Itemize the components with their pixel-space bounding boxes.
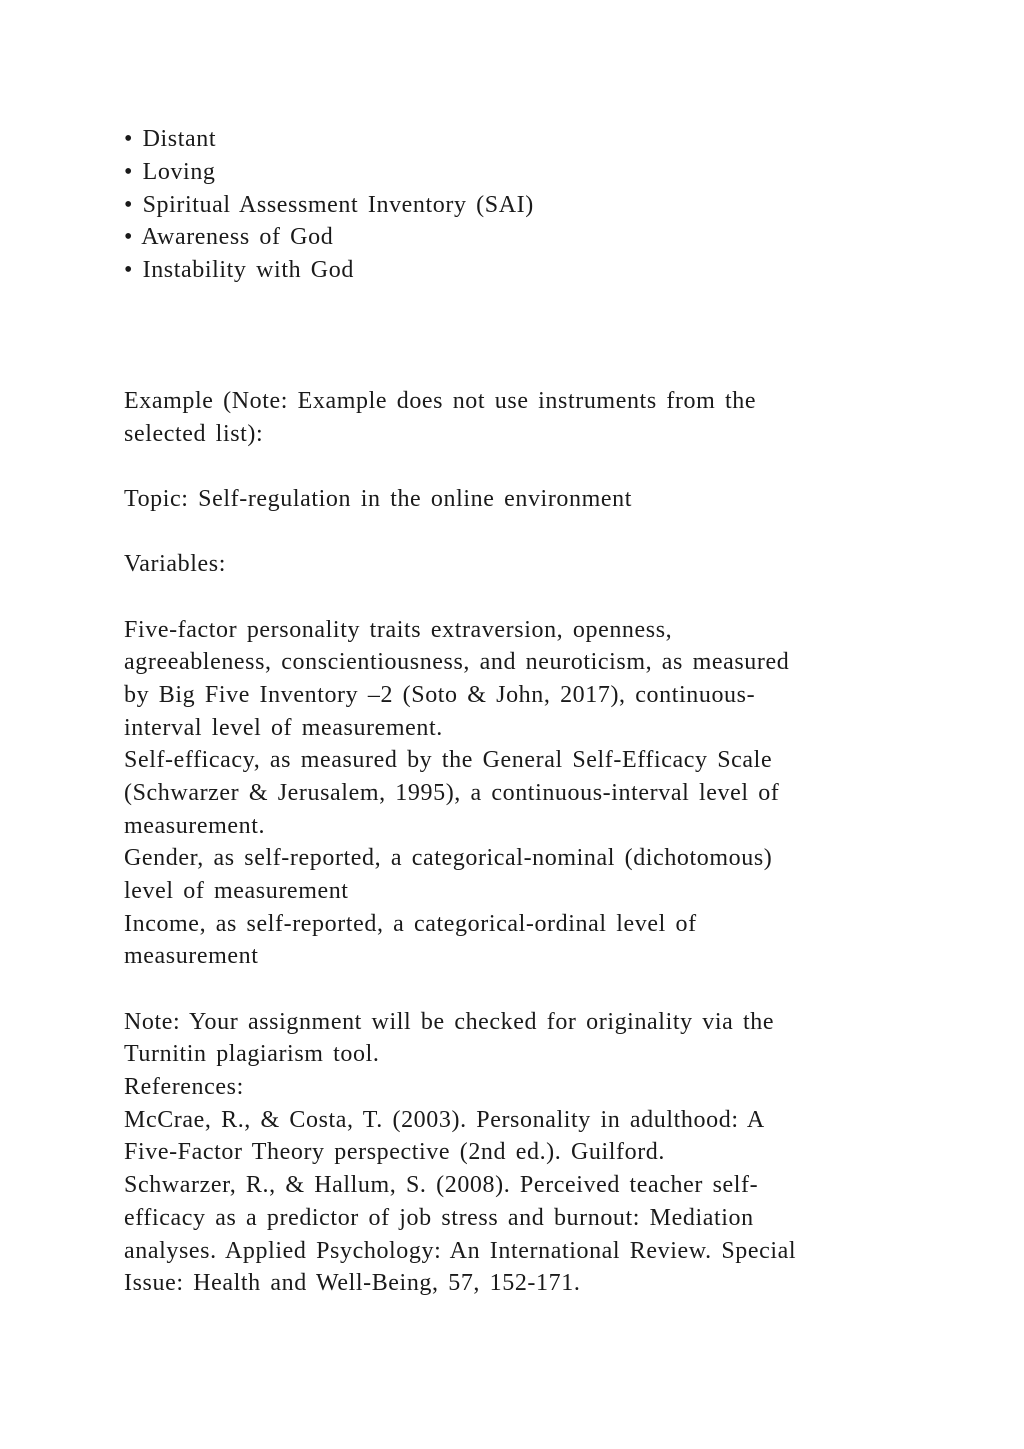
- variable-line: by Big Five Inventory –2 (Soto & John, 2017), continuous-: [124, 682, 756, 708]
- variable-line: Self-efficacy, as measured by the General Self-Efficacy Scale: [124, 747, 773, 773]
- reference-line: McCrae, R., & Costa, T. (2003). Personality in adulthood: A: [124, 1107, 765, 1133]
- bullet-item-awareness: • Awareness of God: [124, 224, 334, 250]
- bullet-item-loving: • Loving: [124, 159, 216, 185]
- references-heading: References:: [124, 1074, 244, 1100]
- note-line: Turnitin plagiarism tool.: [124, 1041, 380, 1067]
- bullet-item-distant: • Distant: [124, 126, 217, 152]
- bullet-item-sai: • Spiritual Assessment Inventory (SAI): [124, 192, 534, 218]
- example-intro-line: selected list):: [124, 421, 264, 447]
- reference-line: Issue: Health and Well-Being, 57, 152-171.: [124, 1270, 581, 1296]
- example-intro-line: Example (Note: Example does not use instruments from the: [124, 388, 757, 414]
- variable-line: Gender, as self-reported, a categorical-nominal (dichotomous): [124, 845, 773, 871]
- bullet-item-instability: • Instability with God: [124, 257, 354, 283]
- reference-line: efficacy as a predictor of job stress and burnout: Mediation: [124, 1205, 754, 1231]
- reference-line: Five-Factor Theory perspective (2nd ed.). Guilford.: [124, 1139, 666, 1165]
- variable-line: Income, as self-reported, a categorical-ordinal level of: [124, 911, 697, 937]
- variable-line: interval level of measurement.: [124, 715, 443, 741]
- note-line: Note: Your assignment will be checked for originality via the: [124, 1009, 775, 1035]
- reference-line: analyses. Applied Psychology: An International Review. Special: [124, 1238, 797, 1264]
- reference-line: Schwarzer, R., & Hallum, S. (2008). Perceived teacher self-: [124, 1172, 759, 1198]
- variable-line: measurement.: [124, 813, 266, 839]
- variable-line: (Schwarzer & Jerusalem, 1995), a continuous-interval level of: [124, 780, 780, 806]
- variable-line: level of measurement: [124, 878, 349, 904]
- topic-line: Topic: Self-regulation in the online environment: [124, 486, 633, 512]
- variable-line: Five-factor personality traits extraversion, openness,: [124, 617, 673, 643]
- variable-line: measurement: [124, 943, 259, 969]
- variable-line: agreeableness, conscientiousness, and neuroticism, as measured: [124, 649, 790, 675]
- variables-heading: Variables:: [124, 551, 226, 577]
